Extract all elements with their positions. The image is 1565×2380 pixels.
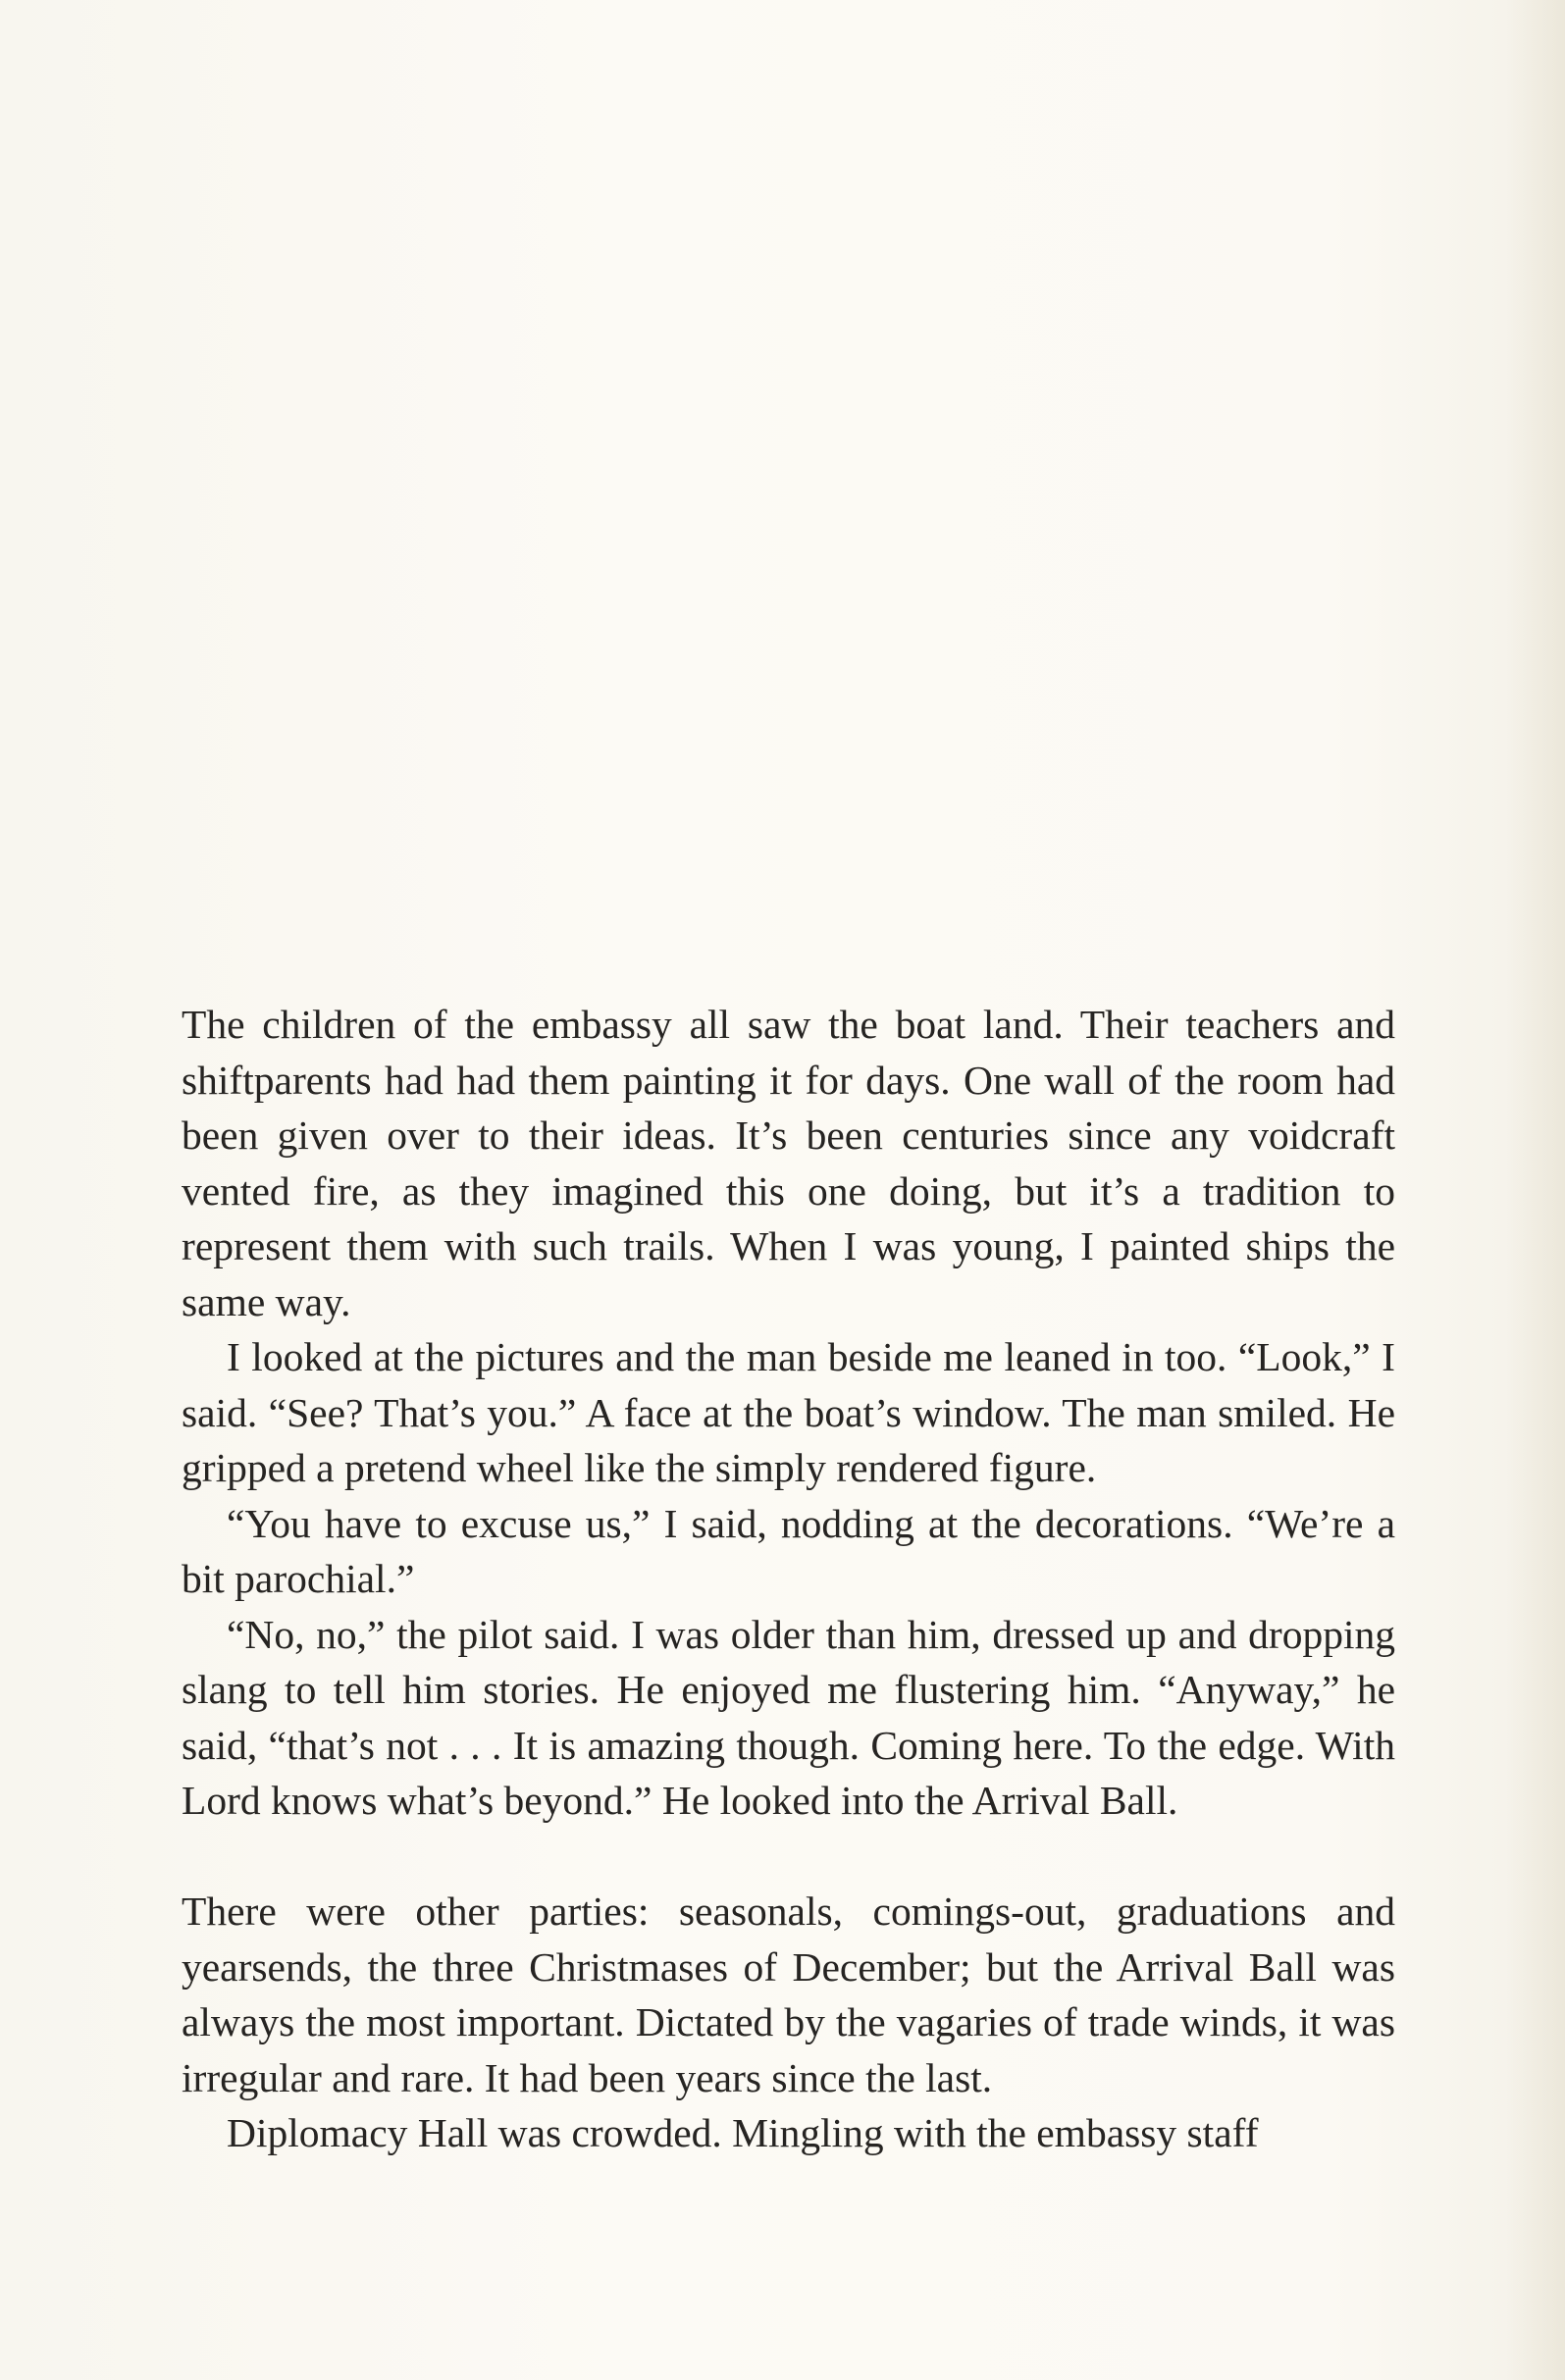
page-edge-shadow xyxy=(1506,0,1565,2380)
paragraph-other-parties: There were other parties: seasonals, comings-out, graduations and yearsends, the three Christmases of December; but the Arrival Ball was always the most important. Dictated by the vagaries of trade winds, it was irregular and rare. It had been years since the last. xyxy=(182,1888,1395,2100)
section-break xyxy=(182,1829,1395,1885)
paragraph-excuse-us: “You have to excuse us,” I said, nodding at the decorations. “We’re a bit parochial.” xyxy=(182,1500,1395,1601)
paragraph-pilot: “No, no,” the pilot said. I was older than him, dressed up and dropping slang to tell him stories. He enjoyed me flustering him. “Anyway,” he said, “that’s not . . . It is amazing though. Coming here. To the edge. With Lord knows what’s beyond.” He looked into the Arrival Ball. xyxy=(182,1611,1395,1823)
paragraph-diplomacy-hall: Diplomacy Hall was crowded. Mingling with the embassy staff xyxy=(227,2110,1259,2155)
body-text xyxy=(182,997,1395,2161)
paragraph-boat-landing: The children of the embassy all saw the boat land. Their teachers and shiftparents had had them painting it for days. One wall of the room had been given over to their ideas. It’s been centuries since any voidcraft vented fire, as they imagined this one doing, but it’s a tradition to represent them with such trails. When I was young, I painted ships the same way. xyxy=(182,1002,1395,1324)
paragraph-pictures: I looked at the pictures and the man beside me leaned in too. “Look,” I said. “See? That’s you.” A face at the boat’s window. The man smiled. He gripped a pretend wheel like the simply rendered figure. xyxy=(182,1334,1395,1490)
